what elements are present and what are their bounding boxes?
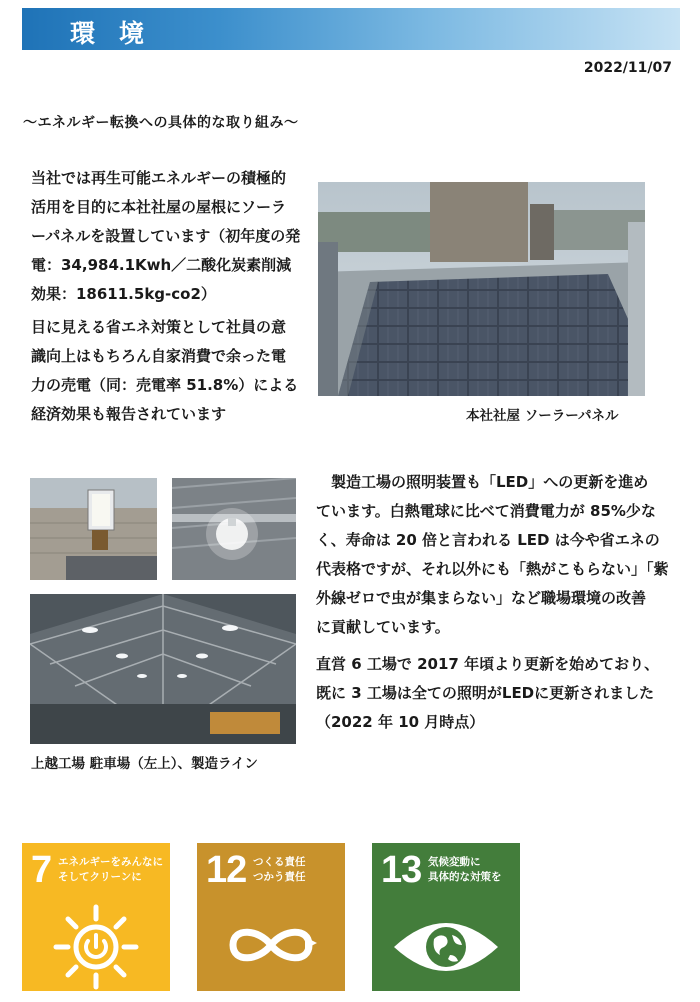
solar-panel-photo (318, 182, 645, 396)
sdg-label-line: そしてクリーンに (58, 871, 142, 883)
led-photo-caption: 上越工場 駐車場（左上）、製造ライン (31, 756, 259, 772)
text-line: 外線ゼロで虫が集まらない」など職場環境の改善 (316, 589, 647, 607)
section-title: 環境 (70, 19, 169, 48)
solar-photo-caption: 本社社屋 ソーラーパネル (466, 408, 619, 424)
ceiling-light-photo (172, 478, 296, 580)
factory-line-photo (30, 594, 296, 744)
sdg-label (58, 855, 163, 885)
led-paragraph-1 (316, 468, 671, 642)
section-header (22, 8, 680, 50)
sdg-number: 7 (31, 849, 52, 891)
sdg-number: 12 (206, 849, 247, 891)
sdg-goal-12-tile (197, 843, 345, 991)
sdg-goal-7-tile (22, 843, 170, 991)
text-line: 目に見える省エネ対策として社員の意 (31, 318, 287, 336)
text-line: 活用を目的に本社社屋の屋根にソーラ (31, 198, 287, 216)
solar-paragraph-2 (31, 313, 311, 429)
sdg-label-line: つくる責任 (253, 856, 306, 868)
text-line: 当社では再生可能エネルギーの積極的 (31, 169, 287, 187)
text-line: 力の売電（同：売電率 51.8%）による (31, 376, 299, 394)
text-line: に貢献しています。 (316, 618, 450, 636)
infinity-icon (197, 899, 345, 991)
sdg-label (428, 855, 502, 885)
parking-light-photo (30, 478, 157, 580)
sdg-label-line: 具体的な対策を (428, 871, 502, 883)
text-line: く、寿命は 20 倍と言われる LED は今や省エネの (316, 531, 660, 549)
sdg-label (253, 855, 306, 885)
text-line: ています。白熱電球に比べて消費電力が 85%少な (316, 502, 656, 520)
sdg-label-line: 気候変動に (428, 856, 481, 868)
sun-power-icon (22, 899, 170, 991)
solar-paragraph-1 (31, 164, 311, 309)
text-line: 電：34,984.1Kwh／二酸化炭素削減 (31, 256, 292, 274)
text-line: 代表格ですが、それ以外にも「熱がこもらない」「紫 (316, 560, 669, 578)
text-line: 直営 6 工場で 2017 年頃より更新を始めており、 (316, 655, 660, 673)
subtitle: ～エネルギー転換への具体的な取り組み～ (23, 115, 299, 131)
led-paragraph-2 (316, 650, 671, 737)
text-line: ーパネルを設置しています（初年度の発 (31, 227, 301, 245)
text-line: 経済効果も報告されています (31, 405, 227, 423)
sdg-goal-13-tile (372, 843, 520, 991)
text-line: 既に 3 工場は全ての照明がLEDに更新されました (316, 684, 655, 702)
text-line: 効果：18611.5kg-co2） (31, 285, 216, 303)
publish-date: 2022/11/07 (583, 60, 672, 76)
text-line: 製造工場の照明装置も「LED」への更新を進め (316, 473, 649, 491)
sdg-label-line: エネルギーをみんなに (58, 856, 163, 868)
text-line: （2022 年 10 月時点） (316, 713, 485, 731)
sdg-number: 13 (381, 849, 422, 891)
earth-eye-icon (372, 899, 520, 991)
sdg-label-line: つかう責任 (253, 871, 306, 883)
text-line: 識向上はもちろん自家消費で余った電 (31, 347, 287, 365)
